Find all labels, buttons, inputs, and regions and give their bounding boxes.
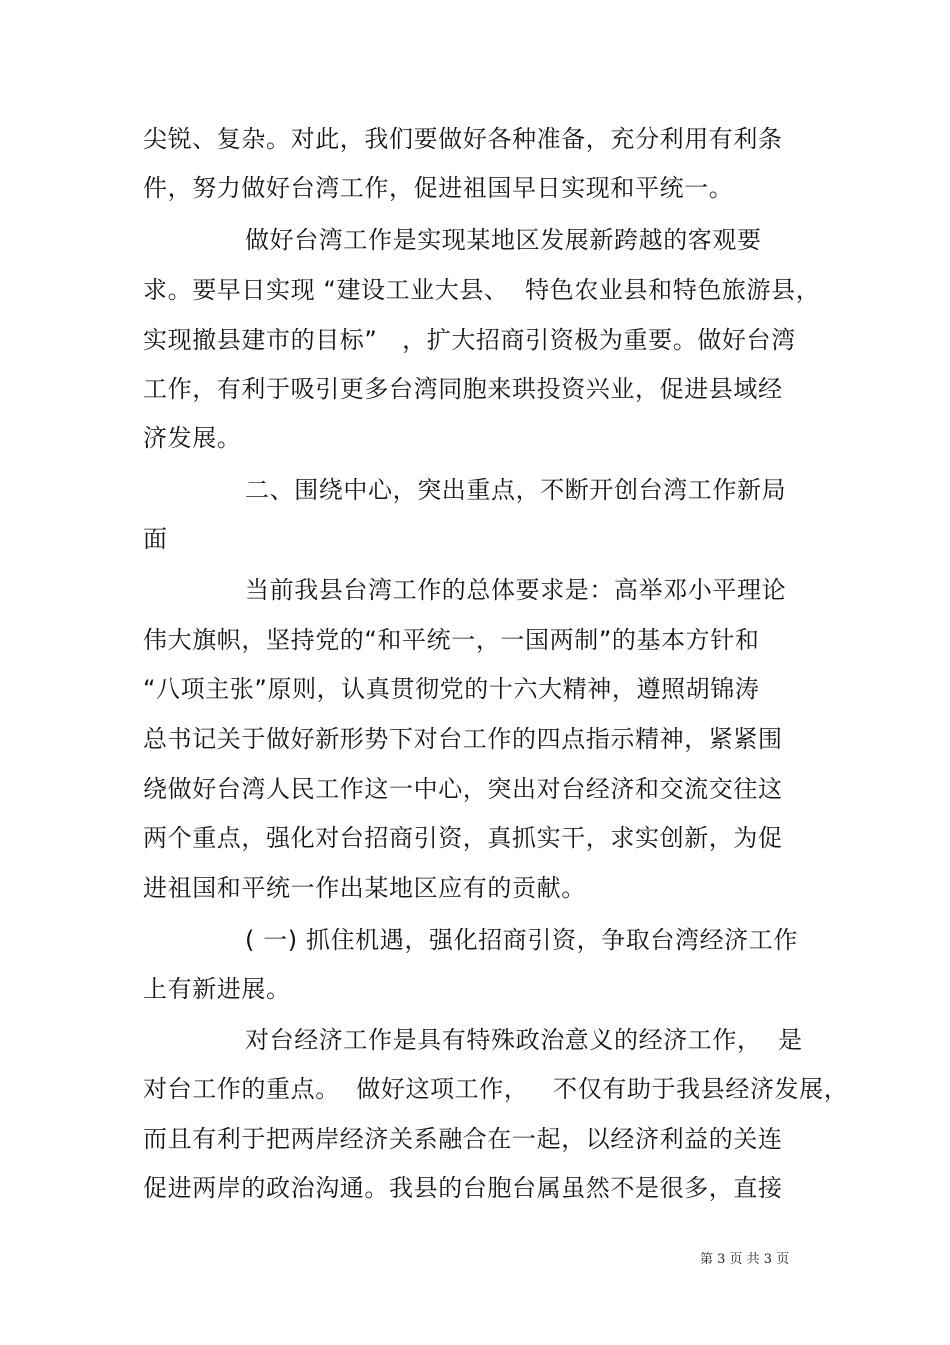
body-line-20: 对台工作的重点。 做好这项工作， 不仅有助于我县经济发展， <box>143 1075 849 1103</box>
body-line-15: 两个重点，强化对台招商引资，真抓实干，求实创新，为促 <box>143 824 783 852</box>
subsection-heading-line-2: 上有新进展。 <box>143 975 291 1003</box>
body-line-5: 实现撤县建市的目标” ，扩大招商引资极为重要。做好台湾 <box>143 326 796 354</box>
page-number: 第 3 页 共 3 页 <box>700 1252 790 1267</box>
body-line-22: 促进两岸的政治沟通。我县的台胞台属虽然不是很多，直接 <box>143 1174 783 1202</box>
body-line-21: 而且有利于把两岸经济关系融合在一起，以经济利益的关连 <box>143 1125 783 1153</box>
body-line-14: 绕做好台湾人民工作这一中心，突出对台经济和交流交往这 <box>143 775 783 803</box>
body-line-2: 件，努力做好台湾工作，促进祖国早日实现和平统一。 <box>143 174 734 202</box>
paragraph-start-line: 当前我县台湾工作的总体要求是：高举邓小平理论 <box>245 576 787 604</box>
body-line-6: 工作，有利于吸引更多台湾同胞来珙投资兴业，促进县域经 <box>143 375 783 403</box>
body-line-4: 求。要早日实现 “建设工业大县、 特色农业县和特色旅游县， <box>143 276 821 304</box>
section-heading-line: 二、围绕中心，突出重点，不断开创台湾工作新局 <box>245 476 787 504</box>
body-line-12: “八项主张”原则，认真贯彻党的十六大精神，遵照胡锦涛 <box>143 675 760 703</box>
body-line-7: 济发展。 <box>143 424 242 452</box>
subsection-heading-line: ( 一) 抓住机遇，强化招商引资，争取台湾经济工作 <box>245 926 798 954</box>
paragraph-start-line: 做好台湾工作是实现某地区发展新跨越的客观要 <box>245 226 762 254</box>
paragraph-start-line: 对台经济工作是具有特殊政治意义的经济工作， 是 <box>245 1026 803 1054</box>
body-line-16: 进祖国和平统一作出某地区应有的贡献。 <box>143 874 586 902</box>
body-line-13: 总书记关于做好新形势下对台工作的四点指示精神，紧紧围 <box>143 725 783 753</box>
section-heading-line-2: 面 <box>143 525 168 553</box>
body-line-11: 伟大旗帜，坚持党的“和平统一，一国两制”的基本方针和 <box>143 626 760 654</box>
body-line-1: 尖锐、复杂。对此，我们要做好各种准备，充分利用有利条 <box>143 125 783 153</box>
